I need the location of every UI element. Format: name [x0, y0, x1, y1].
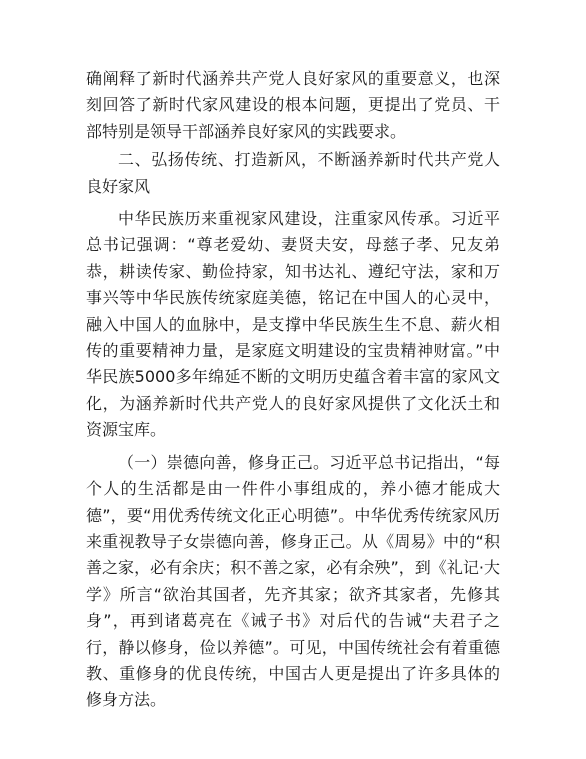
continuation-paragraph: 确阐释了新时代涵养共产党人良好家风的重要意义，也深刻回答了新时代家风建设的根本问题，更提出了党员、干部特别是领导干部涵养良好家风的实践要求。: [86, 69, 500, 141]
document-page: [86, 66, 500, 714]
body-paragraph-self-cultivation: （一）崇德向善，修身正己。习近平总书记指出，“每个人的生活都是由一件件小事组成的，养小德才能成大德”，要“用优秀传统文化正心明德”。中华优秀传统家风历来重视教导子女崇德向善，修身正己。从《周易》中的“积善之家，必有余庆；积不善之家，必有余殃”，到《礼记·大学》所言“欲治其国者，先齐其家；欲齐其家者，先修其身”，再到诸葛亮在《诫子书》对后代的告诫“夫君子之行，静以修身，俭以养德”。可见，中国传统社会有着重德教、重修身的优良传统，中国古人更是提出了许多具体的修身方法。: [86, 452, 500, 710]
body-paragraph-family-virtue: 中华民族历来重视家风建设，注重家风传承。习近平总书记强调：“尊老爱幼、妻贤夫安，母慈子孝、兄友弟恭，耕读传家、勤俭持家，知书达礼、遵纪守法，家和万事兴等中华民族传统家庭美德，铭记在中国人的心灵中，融入中国人的血脉中，是支撑中华民族生生不息、薪火相传的重要精神力量，是家庭文明建设的宝贵精神财富。”中华民族5000多年绵延不断的文明历史蕴含着丰富的家风文化，为涵养新时代共产党人的良好家风提供了文化沃土和资源宝库。: [86, 209, 500, 440]
section-heading: 二、弘扬传统、打造新风，不断涵养新时代共产党人良好家风: [86, 150, 500, 196]
